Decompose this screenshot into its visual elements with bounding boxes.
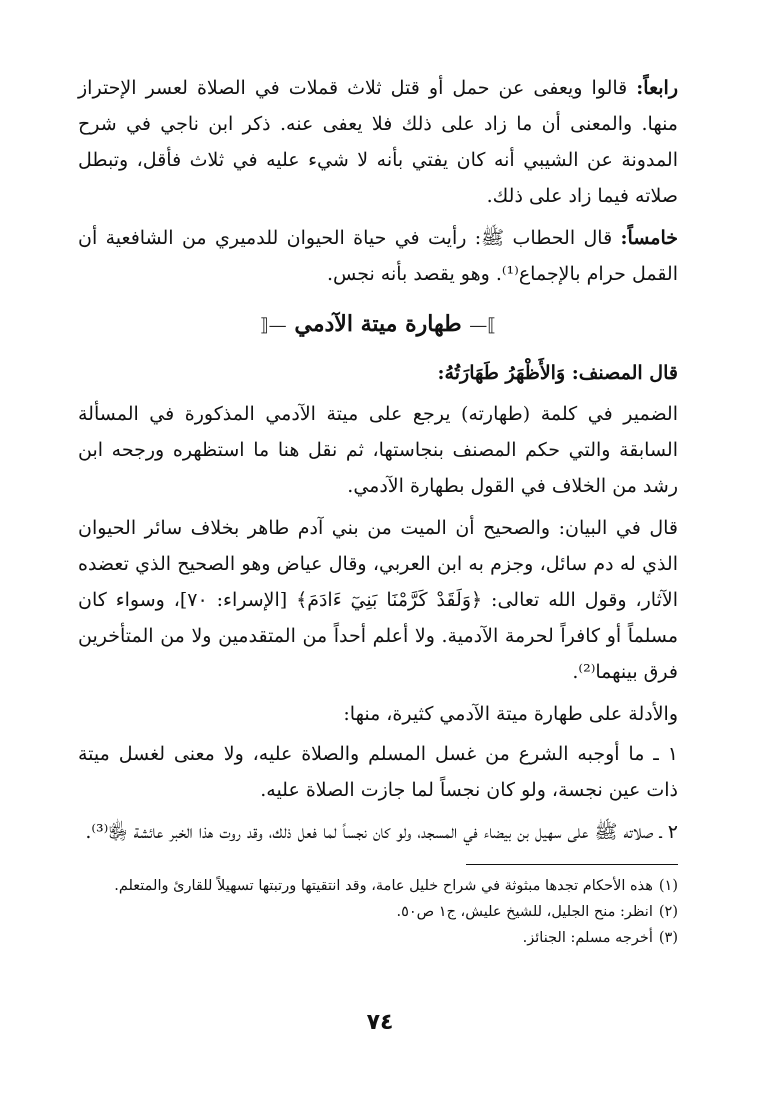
footnote-number: (٢) <box>658 904 678 920</box>
footnote-number: (١) <box>658 878 678 894</box>
footnote-text: هذه الأحكام تجدها مبثوثة في شراح خليل عامة، وقد انتقيتها ورتبتها تسهيلاً للقارئ والمتعلم. <box>114 878 653 894</box>
footnote <box>78 873 678 899</box>
footnote-number: (٣) <box>658 930 678 946</box>
paragraph-bayan: قال في البيان: والصحيح أن الميت من بني آدم طاهر بخلاف سائر الحيوان الذي له دم سائل، وجزم به ابن العربي، وقال عياض وهو الصحيح الذي تعضده الآثار، وقول الله تعالى: ﴿وَلَقَدْ كَرَّمْنَا بَنِيٓ ءَادَمَ﴾ [الإسراء: ٧٠]، وسواء كان مسلماً أو كافراً لحرمة الآدمية. ولا أعلم أحداً من المتقدمين ولا من المتأخرين فرق بينهما⁽²⁾. <box>78 517 678 683</box>
author-quote <box>78 354 678 392</box>
paragraph-rabian <box>78 70 678 214</box>
heading-title: طهارة ميتة الآدمي <box>294 311 462 337</box>
paragraph-evidence-2: ٢ ـ صلاته ﷺ على سهيل بن بيضاء في المسجد، ولو كان نجساً لما فعل ذلك، وقد روت هذا الخبر عائشة ﵂⁽³⁾. <box>85 821 678 843</box>
paragraph-khamisan <box>78 220 678 292</box>
heading-ornament-left: —⟦ <box>259 315 287 336</box>
footnote-separator <box>466 864 678 865</box>
paragraph-lead: رابعاً: <box>636 77 678 99</box>
footnote-text: أخرجه مسلم: الجنائز. <box>522 930 653 946</box>
footnote <box>78 925 678 951</box>
quote-text: وَالأَظْهَرُ طَهَارَتُهُ: <box>437 362 572 384</box>
paragraph-evidence-1: ١ ـ ما أوجبه الشرع من غسل المسلم والصلاة عليه، ولا معنى لغسل ميتة ذات عين نجسة، ولو كان نجساً لما جازت الصلاة عليه. <box>78 743 678 801</box>
footnote <box>78 899 678 925</box>
quote-label: قال المصنف: <box>571 362 678 384</box>
section-heading <box>78 304 678 344</box>
paragraph-pronoun: الضمير في كلمة (طهارته) يرجع على ميتة الآدمي المذكورة في المسألة السابقة والتي حكم المصنف بنجاستها، ثم نقل هنا ما استظهره ورجحه ابن رشد من الخلاف في القول بطهارة الآدمي. <box>78 403 678 497</box>
paragraph-evidence-intro: والأدلة على طهارة ميتة الآدمي كثيرة، منها: <box>343 703 678 725</box>
paragraph-lead: خامساً: <box>620 227 678 249</box>
page-number: ٧٤ <box>366 1010 394 1035</box>
footnote-text: انظر: منح الجليل، للشيخ عليش، ج١ ص٥٠. <box>396 904 653 920</box>
page-content <box>78 70 678 951</box>
paragraph-text: قالوا ويعفى عن حمل أو قتل ثلاث قملات في الصلاة لعسر الإحتراز منها. والمعنى أن ما زاد على ذلك فلا يعفى عنه. ذكر ابن ناجي في شرح المدونة عن الشيبي أنه كان يفتي بأنه لا شيء عليه في ثلاث فأقل، وتبطل صلاته فيما زاد على ذلك. <box>78 77 678 207</box>
paragraph-text: قال الحطاب ﷺ: رأيت في حياة الحيوان للدميري من الشافعية أن القمل حرام بالإجماع⁽¹⁾. وهو يقصد بأنه نجس. <box>78 227 678 285</box>
heading-ornament-right: ⟧— <box>469 315 497 336</box>
